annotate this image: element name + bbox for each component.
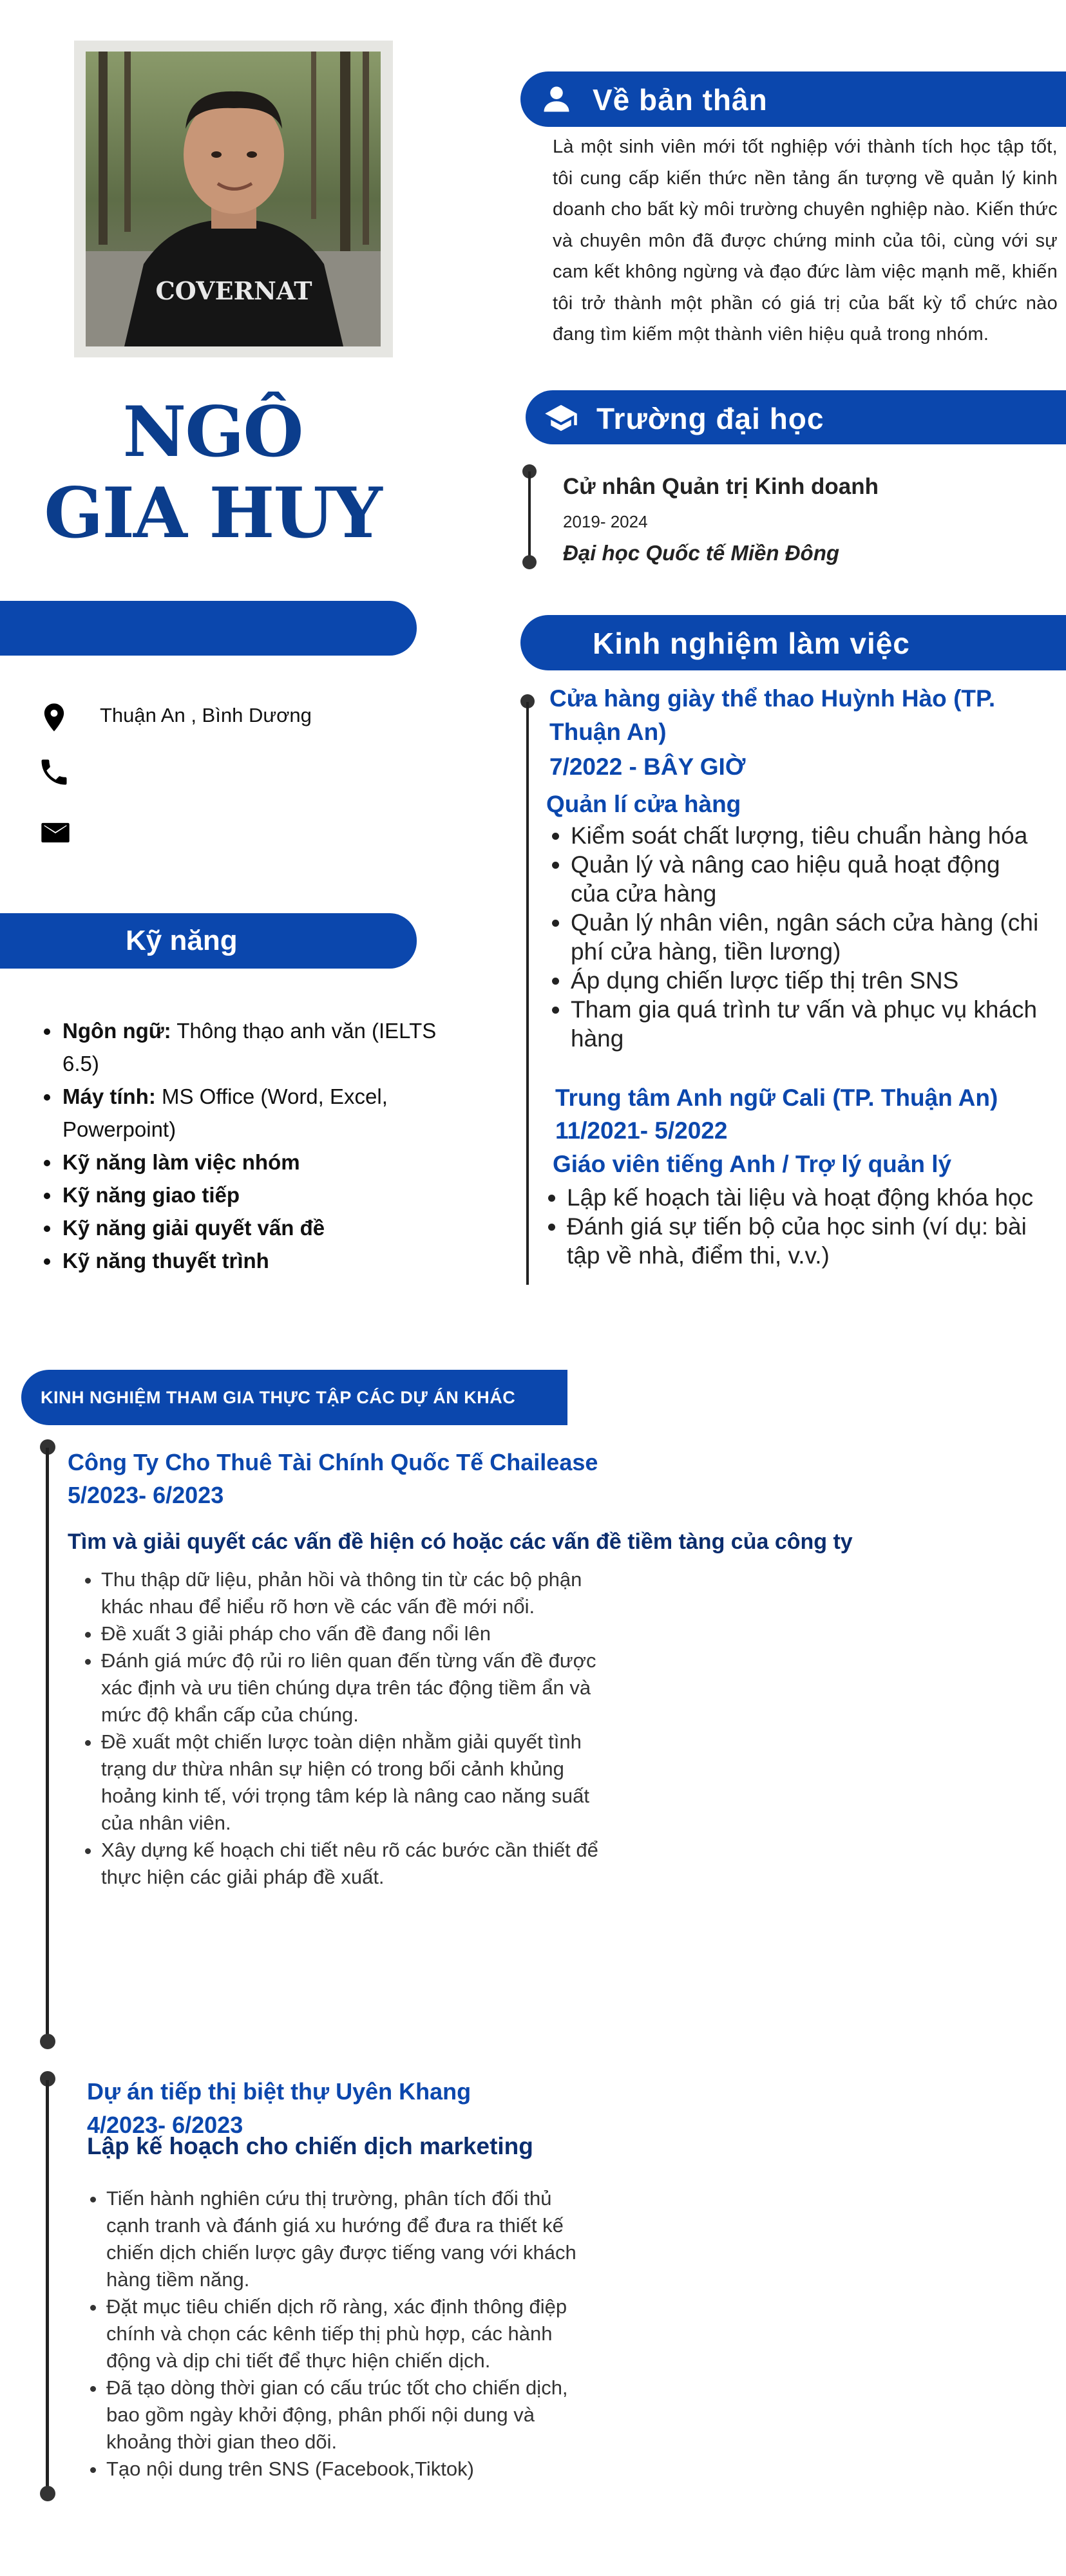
experience-content	[546, 679, 1061, 1288]
skills-header-bar	[0, 913, 417, 969]
job-task: • Quản lý nhân viên, ngân sách cửa hàng (chi phí cửa hàng, tiền lương)	[571, 908, 1044, 966]
email-icon	[37, 816, 73, 849]
job-tasks	[546, 1183, 1056, 1270]
job-company: Cửa hàng giày thể thao Huỳnh Hào (TP. Thuận An)	[549, 685, 996, 745]
name-first-line: NGÔ	[122, 392, 303, 473]
graduation-cap-icon	[542, 401, 580, 435]
about-text: Là một sinh viên mới tốt nghiệp với thành tích học tập tốt, tôi cung cấp kiến thức nền tảng ấn tượng về quản lý kinh doanh cho bất kỳ môi trường chuyên nghiệp nào. Kiến thức và chuyên môn đã được chứng minh của tôi, cùng với sự cam kết không ngừng và đạo đức làm việc mạnh mẽ, khiến tôi trở thành một phần có giá trị của bất kỳ tổ chức nào đang tìm kiếm một thành viên hiệu quả trong nhóm.	[553, 137, 1058, 345]
location-pin-icon	[37, 701, 71, 734]
job-tasks	[546, 821, 1044, 1053]
project-period: 4/2023- 6/2023	[87, 2112, 243, 2138]
project-task: • Đề xuất một chiến lược toàn diện nhằm giải quyết tình trạng dư thừa nhân sự hiện có trong bối cảnh khủng hoảng kinh tế, với trọng tâm kép là nâng cao năng suất của nhân viên.	[101, 1728, 604, 1837]
name-second-line: GIA HUY	[44, 473, 381, 554]
project-tasks	[73, 2185, 596, 2483]
education-degree: Cử nhân Quản trị Kinh doanh	[563, 474, 879, 499]
skill-item: • Kỹ năng thuyết trình	[61, 1244, 448, 1277]
user-icon	[540, 82, 573, 116]
education-school: Đại học Quốc tế Miền Đông	[563, 541, 840, 565]
skill-item: • Máy tính: MS Office (Word, Excel, Powerpoint)	[61, 1080, 448, 1146]
timeline-line	[528, 471, 531, 562]
education-header-bar	[526, 390, 1066, 444]
project-role: Tìm và giải quyết các vấn đề hiện có hoặc các vấn đề tiềm tàng của công ty	[68, 1530, 853, 1554]
experience-header-bar	[520, 615, 1066, 670]
job-task: • Lập kế hoạch tài liệu và hoạt động khóa học	[567, 1183, 1056, 1212]
project-task: • Đã tạo dòng thời gian có cấu trúc tốt cho chiến dịch, bao gồm ngày khởi động, phân phối nội dung và khoảng thời gian theo dõi.	[106, 2374, 596, 2456]
about-title: Về bản thân	[593, 83, 768, 117]
skills-list	[35, 1014, 448, 1277]
job-company: Trung tâm Anh ngữ Cali (TP. Thuận An)	[555, 1084, 998, 1111]
shirt-print: COVERNAT	[155, 276, 312, 305]
project-task: • Thu thập dữ liệu, phản hồi và thông tin từ các bộ phận khác nhau để hiểu rõ hơn về các vấn đề mới nổi.	[101, 1566, 604, 1620]
skill-item: • Kỹ năng làm việc nhóm	[61, 1146, 448, 1179]
skill-item: • Ngôn ngữ: Thông thạo anh văn (IELTS 6.5)	[61, 1014, 448, 1080]
contact-header-bar	[0, 601, 417, 656]
about-header-bar	[520, 71, 1066, 127]
job-task: • Kiểm soát chất lượng, tiêu chuẩn hàng hóa	[571, 821, 1044, 850]
project-task: • Tiến hành nghiên cứu thị trường, phân tích đối thủ cạnh tranh và đánh giá xu hướng để đưa ra thiết kế chiến dịch chiến lược gây được tiếng vang với khách hàng tiềm năng.	[106, 2185, 596, 2293]
profile-photo-illustration	[86, 52, 381, 346]
timeline-dot	[40, 2486, 55, 2501]
profile-photo	[86, 52, 381, 346]
education-title: Trường đại học	[596, 402, 824, 435]
project-task: • Đặt mục tiêu chiến dịch rõ ràng, xác định thông điệp chính và chọn các kênh tiếp thị phù hợp, các hành động và dịp chi tiết để thực hiện chiến dịch.	[106, 2293, 596, 2374]
project-company: Công Ty Cho Thuê Tài Chính Quốc Tế Chailease	[68, 1449, 598, 1475]
timeline-line	[526, 702, 529, 1285]
experience-title: Kinh nghiệm làm việc	[593, 627, 910, 660]
job-task: • Áp dụng chiến lược tiếp thị trên SNS	[571, 966, 1044, 995]
project-task: • Đề xuất 3 giải pháp cho vấn đề đang nổi lên	[101, 1620, 604, 1647]
project-period: 5/2023- 6/2023	[68, 1482, 224, 1508]
phone-icon	[37, 755, 71, 789]
skills-title: Kỹ năng	[126, 925, 238, 956]
project-task: • Đánh giá mức độ rủi ro liên quan đến từng vấn đề được xác định và ưu tiên chúng dựa trên tác động tiềm ẩn và mức độ khẩn cấp của chúng.	[101, 1647, 604, 1728]
project-task: • Xây dựng kế hoạch chi tiết nêu rõ các bước cần thiết để thực hiện các giải pháp đề xuất.	[101, 1837, 604, 1891]
project-task: • Tạo nội dung trên SNS (Facebook,Tiktok)	[106, 2456, 596, 2483]
job-task: • Tham gia quá trình tư vấn và phục vụ khách hàng	[571, 995, 1044, 1053]
project-company: Dự án tiếp thị biệt thự Uyên Khang	[87, 2078, 471, 2105]
projects-title: KINH NGHIỆM THAM GIA THỰC TẬP CÁC DỰ ÁN KHÁC	[41, 1388, 516, 1407]
job-period: 7/2022 - BÂY GIỜ	[549, 753, 746, 780]
project-role: Lập kế hoạch cho chiến dịch marketing	[87, 2133, 533, 2159]
timeline-line	[46, 2080, 49, 2492]
job-task: • Đánh giá sự tiến bộ của học sinh (ví dụ: bài tập về nhà, điểm thi, v.v.)	[567, 1212, 1056, 1270]
job-period: 11/2021- 5/2022	[555, 1117, 728, 1144]
projects-header-bar	[21, 1370, 567, 1425]
timeline-dot	[522, 555, 537, 569]
timeline-dot	[40, 2034, 55, 2049]
job-role: Giáo viên tiếng Anh / Trợ lý quản lý	[553, 1151, 952, 1177]
timeline-line	[46, 1448, 49, 2040]
education-years: 2019- 2024	[563, 512, 648, 531]
contact-address: Thuận An , Bình Dương	[100, 704, 312, 726]
project-tasks	[68, 1566, 604, 1891]
job-task: • Quản lý và nâng cao hiệu quả hoạt động của cửa hàng	[571, 850, 1044, 908]
skill-item: • Kỹ năng giải quyết vấn đề	[61, 1211, 448, 1244]
skill-item: • Kỹ năng giao tiếp	[61, 1179, 448, 1211]
job-role: Quản lí cửa hàng	[546, 791, 741, 817]
